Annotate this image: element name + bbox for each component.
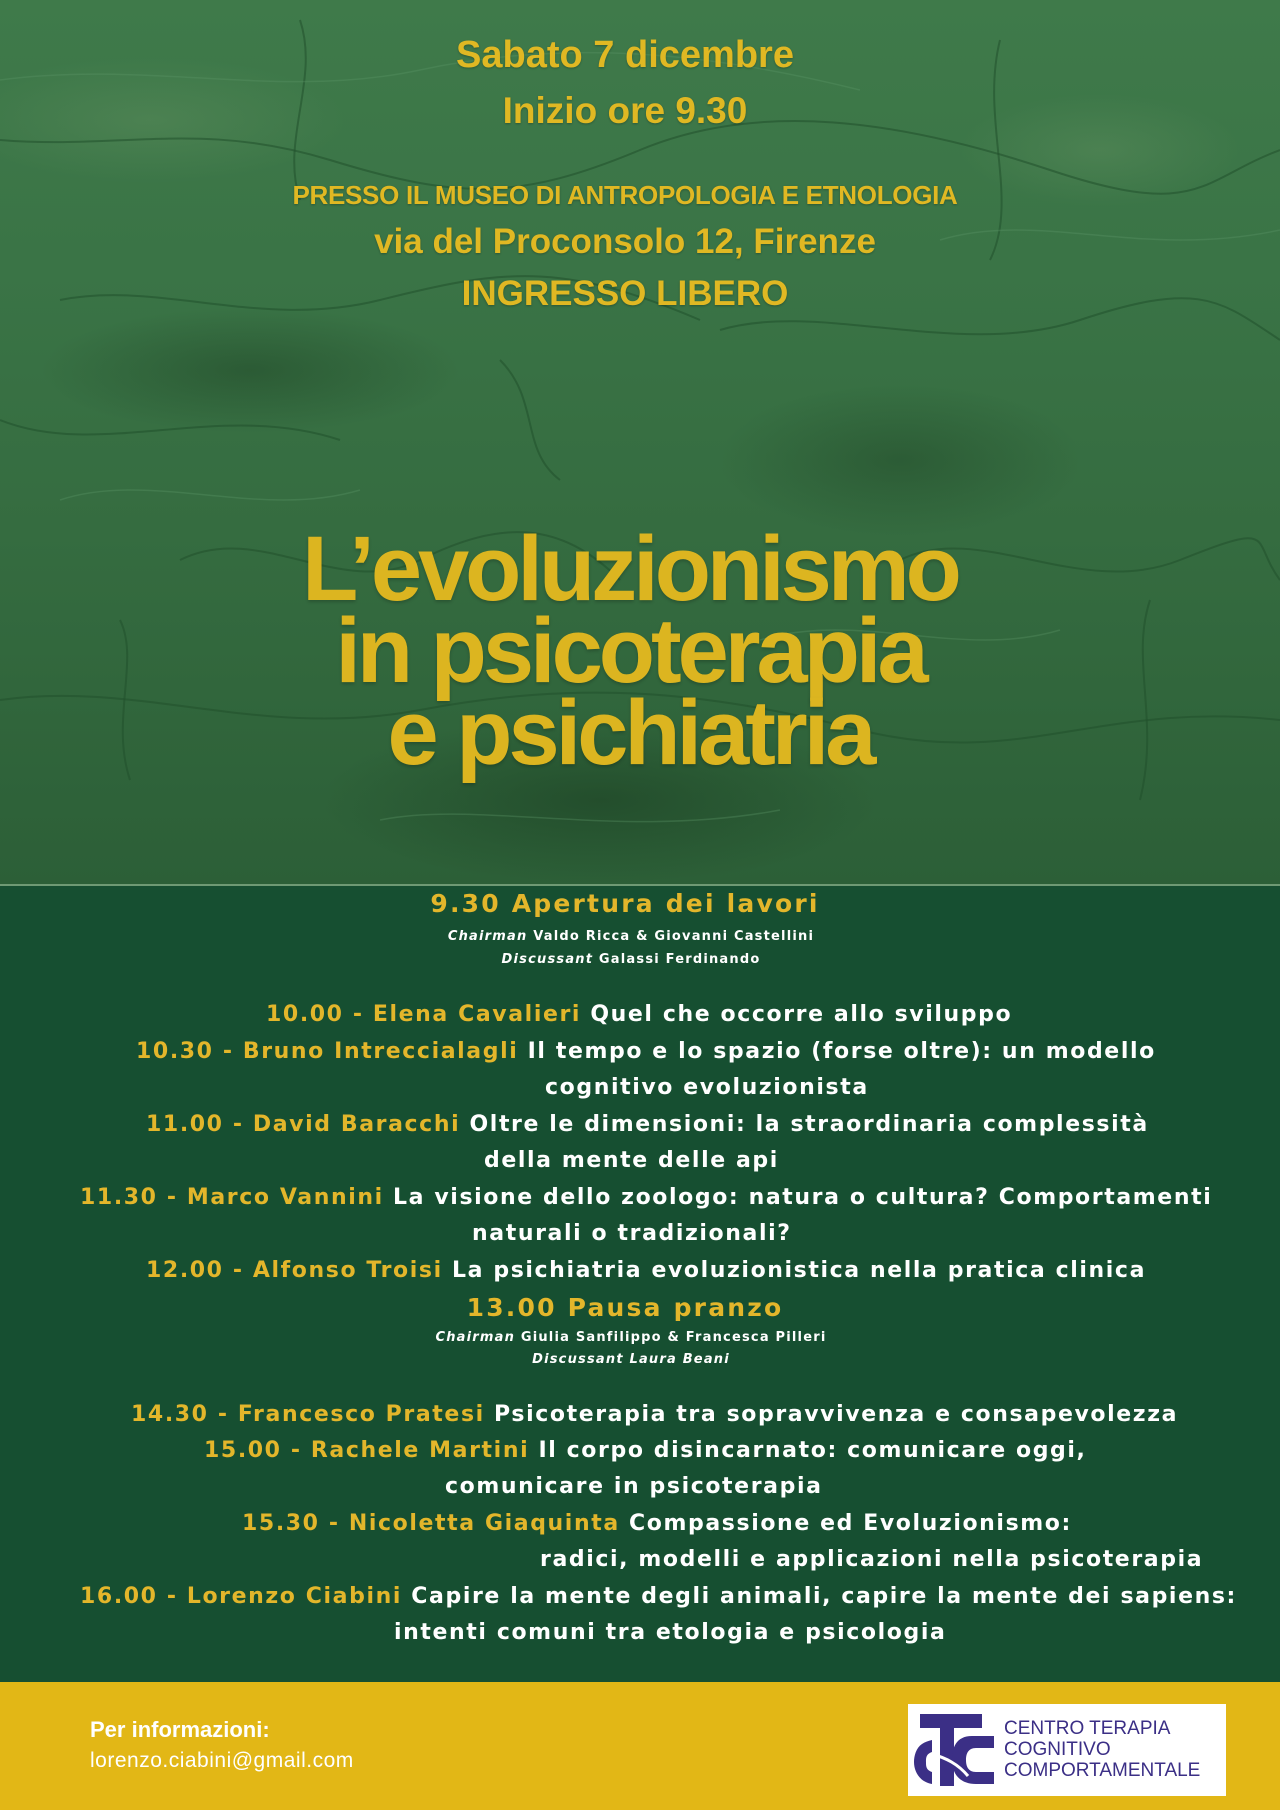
contact-email-link[interactable]: lorenzo.ciabini@gmail.com (90, 1749, 354, 1772)
logo-line-2: COGNITIVO (1004, 1739, 1111, 1760)
talk-1530 (242, 1511, 1072, 1536)
lunch-heading: 13.00 Pausa pranzo (466, 1293, 784, 1322)
talk-1200 (146, 1258, 1146, 1283)
main-title (0, 518, 1260, 784)
opening-heading: 9.30 Apertura dei lavori (430, 889, 820, 918)
talk-1030 (136, 1039, 1156, 1064)
info-label: Per informazioni: (90, 1717, 270, 1742)
talk-1130-cont: naturali o tradizionali? (472, 1221, 792, 1246)
hero-section (0, 0, 1280, 885)
logo-text (1004, 1718, 1200, 1781)
talk-title: Psicoterapia tra sopravvivenza e consapevolezza (494, 1402, 1179, 1427)
talk-1600 (80, 1584, 1237, 1609)
talk-speaker: 11.00 - David Baracchi (146, 1112, 461, 1137)
talk-1000 (266, 1002, 1012, 1027)
talk-title: Quel che occorre allo sviluppo (590, 1002, 1013, 1027)
talk-speaker: 15.00 - Rachele Martini (204, 1438, 530, 1463)
logo-line-1: CENTRO TERAPIA (1004, 1718, 1171, 1739)
talk-speaker: 10.00 - Elena Cavalieri (266, 1002, 582, 1027)
discussant-names: Galassi Ferdinando (598, 952, 761, 967)
main-title-line-2: in psicoterapia (335, 600, 925, 702)
afternoon-chairman (0, 1330, 1262, 1345)
event-address: via del Proconsolo 12, Firenze (374, 222, 876, 261)
talk-title: La psichiatria evoluzionistica nella pratica clinica (452, 1258, 1147, 1283)
talk-1130 (80, 1185, 1212, 1210)
opening-chairman (0, 929, 1262, 944)
chairman-label: Chairman (435, 1330, 516, 1345)
talk-1030-cont: cognitivo evoluzionista (545, 1075, 869, 1100)
talk-title: Compassione ed Evoluzionismo: (629, 1511, 1072, 1536)
logo-line-3: COMPORTAMENTALE (1004, 1760, 1201, 1781)
event-entry: INGRESSO LIBERO (461, 274, 789, 313)
afternoon-discussant: Discussant Laura Beani (532, 1352, 730, 1367)
main-title-line-1: L’evoluzionismo (302, 518, 958, 620)
discussant-label: Discussant (501, 952, 594, 967)
talk-1500 (204, 1438, 1087, 1463)
talk-title: La visione dello zoologo: natura o cultura? Comportamenti (393, 1185, 1213, 1210)
event-venue: PRESSO IL MUSEO DI ANTROPOLOGIA E ETNOLOGIA (292, 180, 958, 210)
main-title-line-3: e psichiatria (387, 682, 873, 784)
talk-speaker: 11.30 - Marco Vannini (80, 1185, 384, 1210)
talk-1430 (131, 1402, 1178, 1427)
event-date: Sabato 7 dicembre (456, 34, 794, 76)
chairman-names: Valdo Ricca & Giovanni Castellini (533, 929, 815, 944)
talk-1100-cont: della mente delle api (484, 1148, 779, 1173)
opening-discussant (0, 952, 1262, 967)
ctc-logo-icon (912, 1704, 1002, 1796)
talk-speaker: 12.00 - Alfonso Troisi (146, 1258, 443, 1283)
talk-title: Il corpo disincarnato: comunicare oggi, (538, 1438, 1087, 1463)
talk-speaker: 16.00 - Lorenzo Ciabini (80, 1584, 403, 1609)
talk-title: Capire la mente degli animali, capire la mente dei sapiens: (411, 1584, 1237, 1609)
talk-1100 (146, 1112, 1149, 1137)
talk-title: Oltre le dimensioni: la straordinaria complessità (469, 1112, 1149, 1137)
talk-title: Il tempo e lo spazio (forse oltre): un modello (527, 1039, 1156, 1064)
talk-speaker: 14.30 - Francesco Pratesi (131, 1402, 485, 1427)
talk-1600-cont: intenti comuni tra etologia e psicologia (394, 1620, 947, 1645)
talk-1500-cont: comunicare in psicoterapia (445, 1474, 823, 1499)
talk-speaker: 15.30 - Nicoletta Giaquinta (242, 1511, 620, 1536)
event-start-time: Inizio ore 9.30 (502, 90, 748, 131)
chairman-label: Chairman (447, 929, 528, 944)
talk-speaker: 10.30 - Bruno Intreccialagli (136, 1039, 519, 1064)
talk-1530-cont: radici, modelli e applicazioni nella psicoterapia (540, 1547, 1204, 1572)
chairman-names: Giulia Sanfilippo & Francesca Pilleri (520, 1330, 827, 1345)
organization-logo (908, 1704, 1226, 1796)
